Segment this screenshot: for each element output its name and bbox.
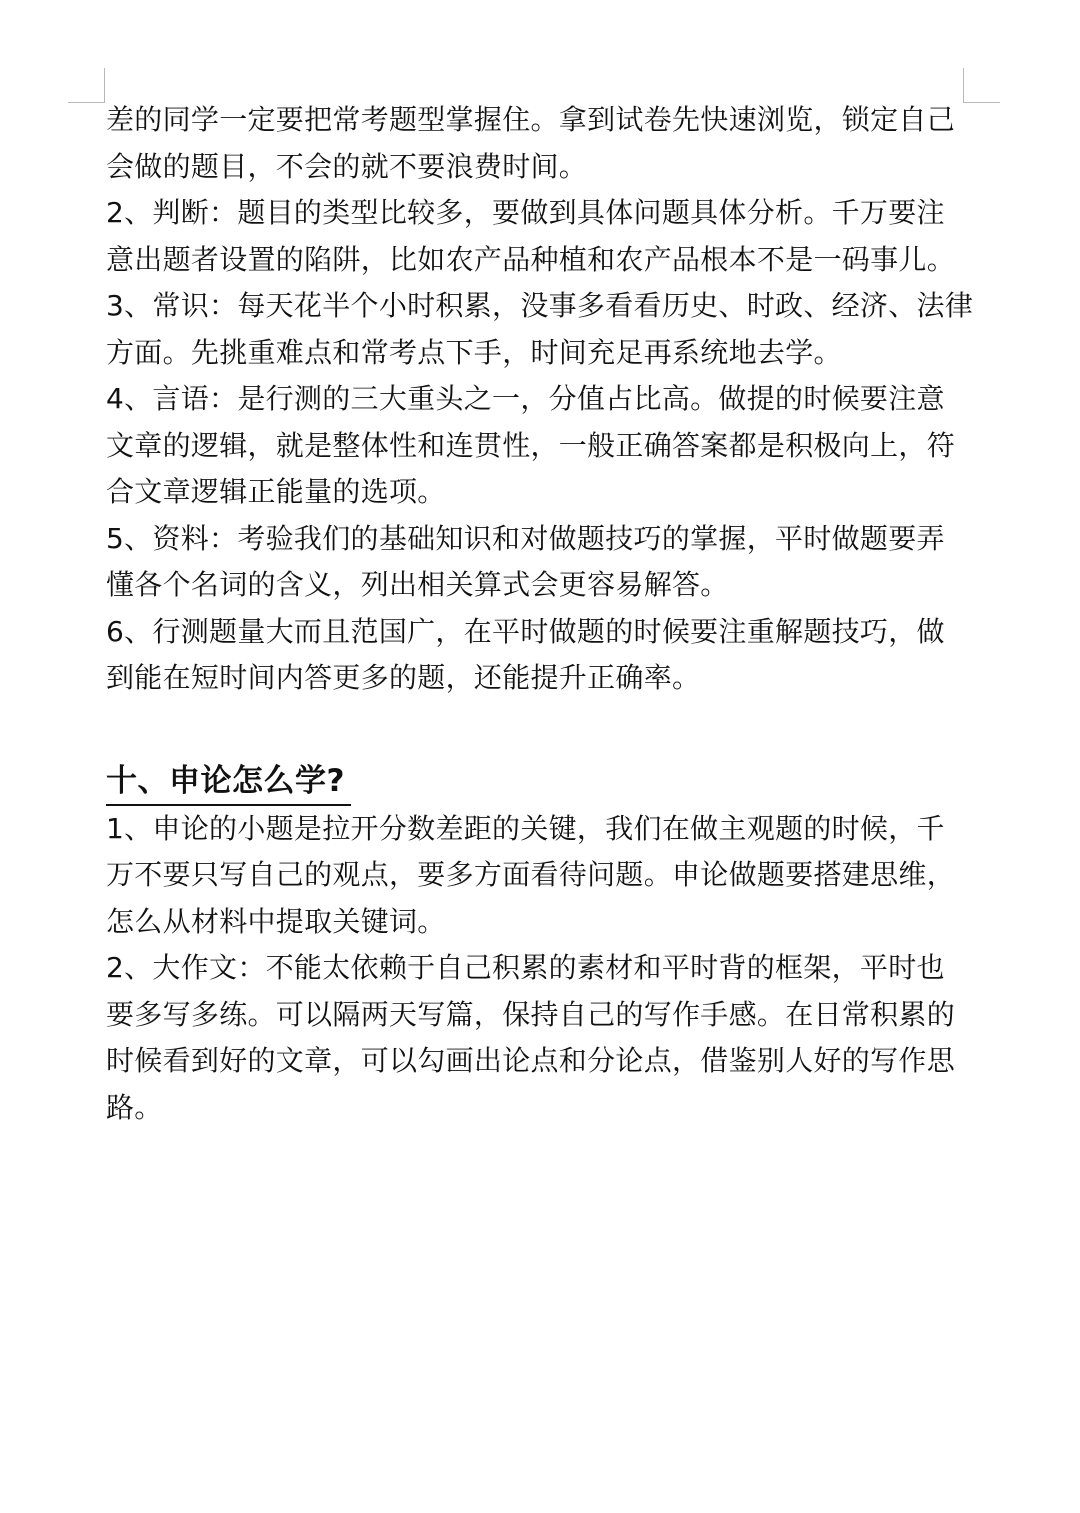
text-line: 到能在短时间内答更多的题，还能提升正确率。 <box>106 661 701 694</box>
section-xingce-tips <box>106 97 976 702</box>
section-heading: 十、申论怎么学? <box>106 758 351 806</box>
text-line: 6、行测题量大而且范国广，在平时做题的时候要注重解题技巧，做 <box>106 614 945 648</box>
text-line: 文章的逻辑，就是整体性和连贯性，一般正确答案都是积极向上，符 <box>106 428 956 462</box>
text-line: 万不要只写自己的观点，要多方面看待问题。申论做题要搭建思维， <box>106 858 956 891</box>
text-line: 懂各个名词的含义，列出相关算式会更容易解答。 <box>106 568 729 601</box>
text-line: 路。 <box>106 1090 163 1124</box>
text-line: 3、常识：每天花半个小时积累，没事多看看历史、时政、经济、法律 <box>106 289 974 322</box>
text-line: 差的同学一定要把常考题型掌握住。拿到试卷先快速浏览，锁定自己 <box>106 103 956 136</box>
text-line: 要多写多练。可以隔两天写篇，保持自己的写作手感。在日常积累的 <box>106 997 956 1031</box>
text-line: 合文章逻辑正能量的选项。 <box>106 475 446 508</box>
text-line: 5、资料：考验我们的基础知识和对做题技巧的掌握，平时做题要弄 <box>106 521 945 555</box>
text-line: 1、申论的小题是拉开分数差距的关键，我们在做主观题的时候，千 <box>106 811 945 845</box>
text-line: 方面。先挑重难点和常考点下手，时间充足再系统地去学。 <box>106 335 842 369</box>
text-line: 怎么从材料中提取关键词。 <box>106 904 446 938</box>
section-shenlun <box>106 758 976 1132</box>
section-spacer <box>106 702 976 758</box>
text-line: 2、判断：题目的类型比较多，要做到具体问题具体分析。千万要注 <box>106 196 945 229</box>
crop-mark-top-left <box>68 68 105 103</box>
text-line: 4、言语：是行测的三大重头之一，分值占比高。做提的时候要注意 <box>106 382 945 415</box>
text-line: 时候看到好的文章，可以勾画出论点和分论点，借鉴别人好的写作思 <box>106 1044 956 1077</box>
text-line: 会做的题目，不会的就不要浪费时间。 <box>106 149 588 183</box>
document-body <box>106 97 976 1131</box>
text-line: 2、大作文：不能太依赖于自己积累的素材和平时背的框架，平时也 <box>106 951 945 984</box>
text-line: 意出题者设置的陷阱，比如农产品种植和农产品根本不是一码事儿。 <box>106 242 956 276</box>
